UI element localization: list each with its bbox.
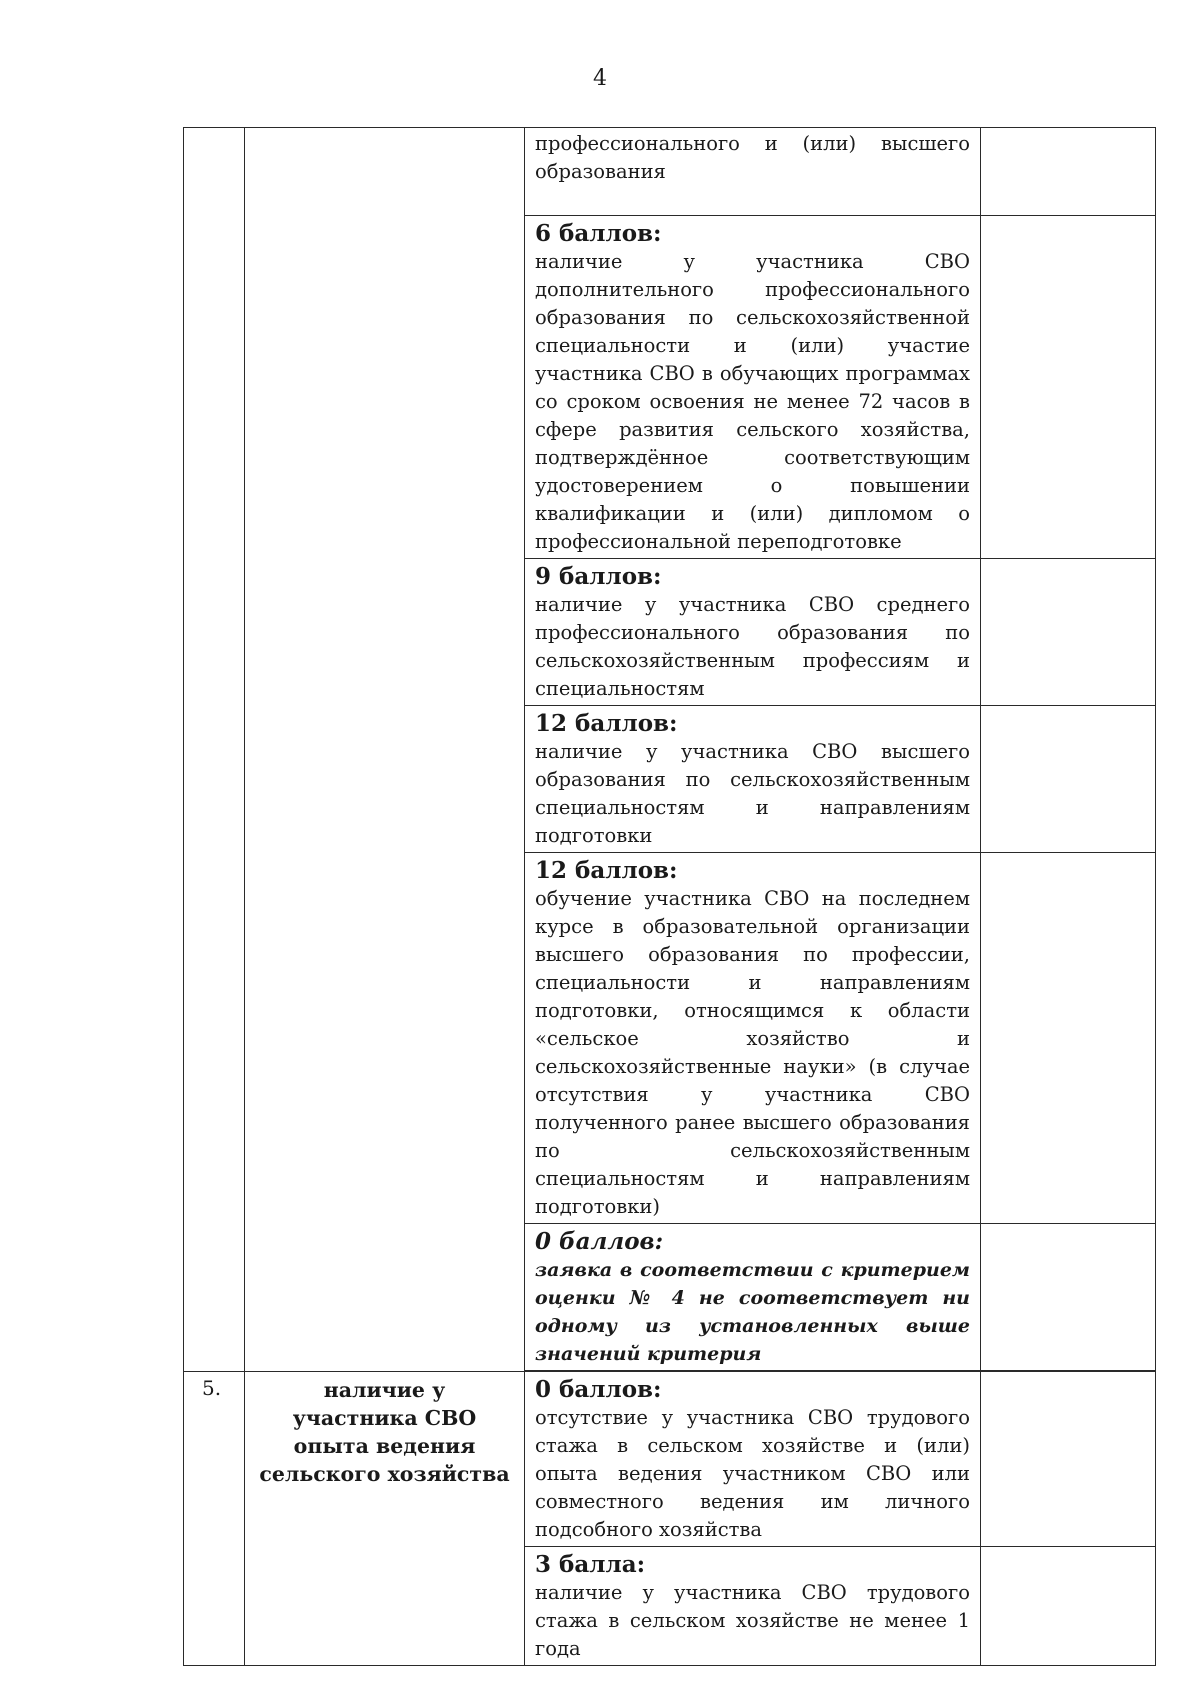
number-cell — [184, 1372, 245, 1666]
score-value: 3 балла: — [535, 1551, 646, 1578]
table-row — [184, 128, 1156, 216]
score-value: 12 баллов: — [535, 710, 678, 737]
score-value: 9 баллов: — [535, 563, 662, 590]
points-cell — [981, 853, 1156, 1224]
score-cell — [525, 216, 981, 559]
criterion-name-cell — [245, 128, 525, 1372]
criterion-name: наличие у участника СВО опыта ведения сельского хозяйства — [259, 1378, 510, 1486]
points-cell — [981, 559, 1156, 706]
criteria-table — [183, 127, 1156, 1666]
score-description: профессионального и (или) высшего образования — [535, 132, 970, 183]
table-row — [184, 1372, 1156, 1547]
score-cell — [525, 559, 981, 706]
score-description: наличие у участника СВО среднего профессионального образования по сельскохозяйственным профессиям и специальностям — [535, 593, 970, 700]
score-description: наличие у участника СВО трудового стажа в сельском хозяйстве не менее 1 года — [535, 1581, 970, 1660]
score-cell — [525, 1372, 981, 1547]
points-cell — [981, 216, 1156, 559]
score-cell — [525, 853, 981, 1224]
criterion-number: 5. — [202, 1376, 222, 1400]
number-cell — [184, 128, 245, 1372]
score-description: наличие у участника СВО дополнительного профессионального образования по сельскохозяйственной специальности и (или) участие участника СВО в обучающих программах со сроком освоения не менее 72 часов в сфере развития сельского хозяйства, подтверждённое соответствующим удостоверением о повышении квалификации и (или) дипломом о профессиональной переподготовке — [535, 250, 970, 553]
points-cell — [981, 1224, 1156, 1371]
score-value: 0 баллов: — [535, 1376, 662, 1403]
score-cell — [525, 1547, 981, 1666]
criterion-name-cell — [245, 1372, 525, 1666]
points-cell — [981, 706, 1156, 853]
score-description: отсутствие у участника СВО трудового стажа в сельском хозяйстве и (или) опыта ведения участником СВО или совместного ведения им личного подсобного хозяйства — [535, 1406, 970, 1541]
score-cell — [525, 1224, 981, 1371]
points-cell — [981, 128, 1156, 216]
score-cell — [525, 128, 981, 216]
score-value: 12 баллов: — [535, 857, 678, 884]
score-cell — [525, 706, 981, 853]
score-value: 0 баллов: — [535, 1228, 664, 1255]
score-description: заявка в соответствии с критерием оценки № 4 не соответствует ни одному из установленных выше значений критерия — [535, 1259, 970, 1365]
page-number: 4 — [593, 66, 607, 91]
points-cell — [981, 1547, 1156, 1666]
score-value: 6 баллов: — [535, 220, 662, 247]
points-cell — [981, 1372, 1156, 1547]
score-description: обучение участника СВО на последнем курсе в образовательной организации высшего образования по профессии, специальности и направлениям подготовки, относящимся к области «сельское хозяйство и сельскохозяйственные науки» (в случае отсутствия у участника СВО полученного ранее высшего образования по сельскохозяйственным специальностям и направлениям подготовки) — [535, 887, 970, 1218]
score-description: наличие у участника СВО высшего образования по сельскохозяйственным специальностям и направлениям подготовки — [535, 740, 970, 847]
